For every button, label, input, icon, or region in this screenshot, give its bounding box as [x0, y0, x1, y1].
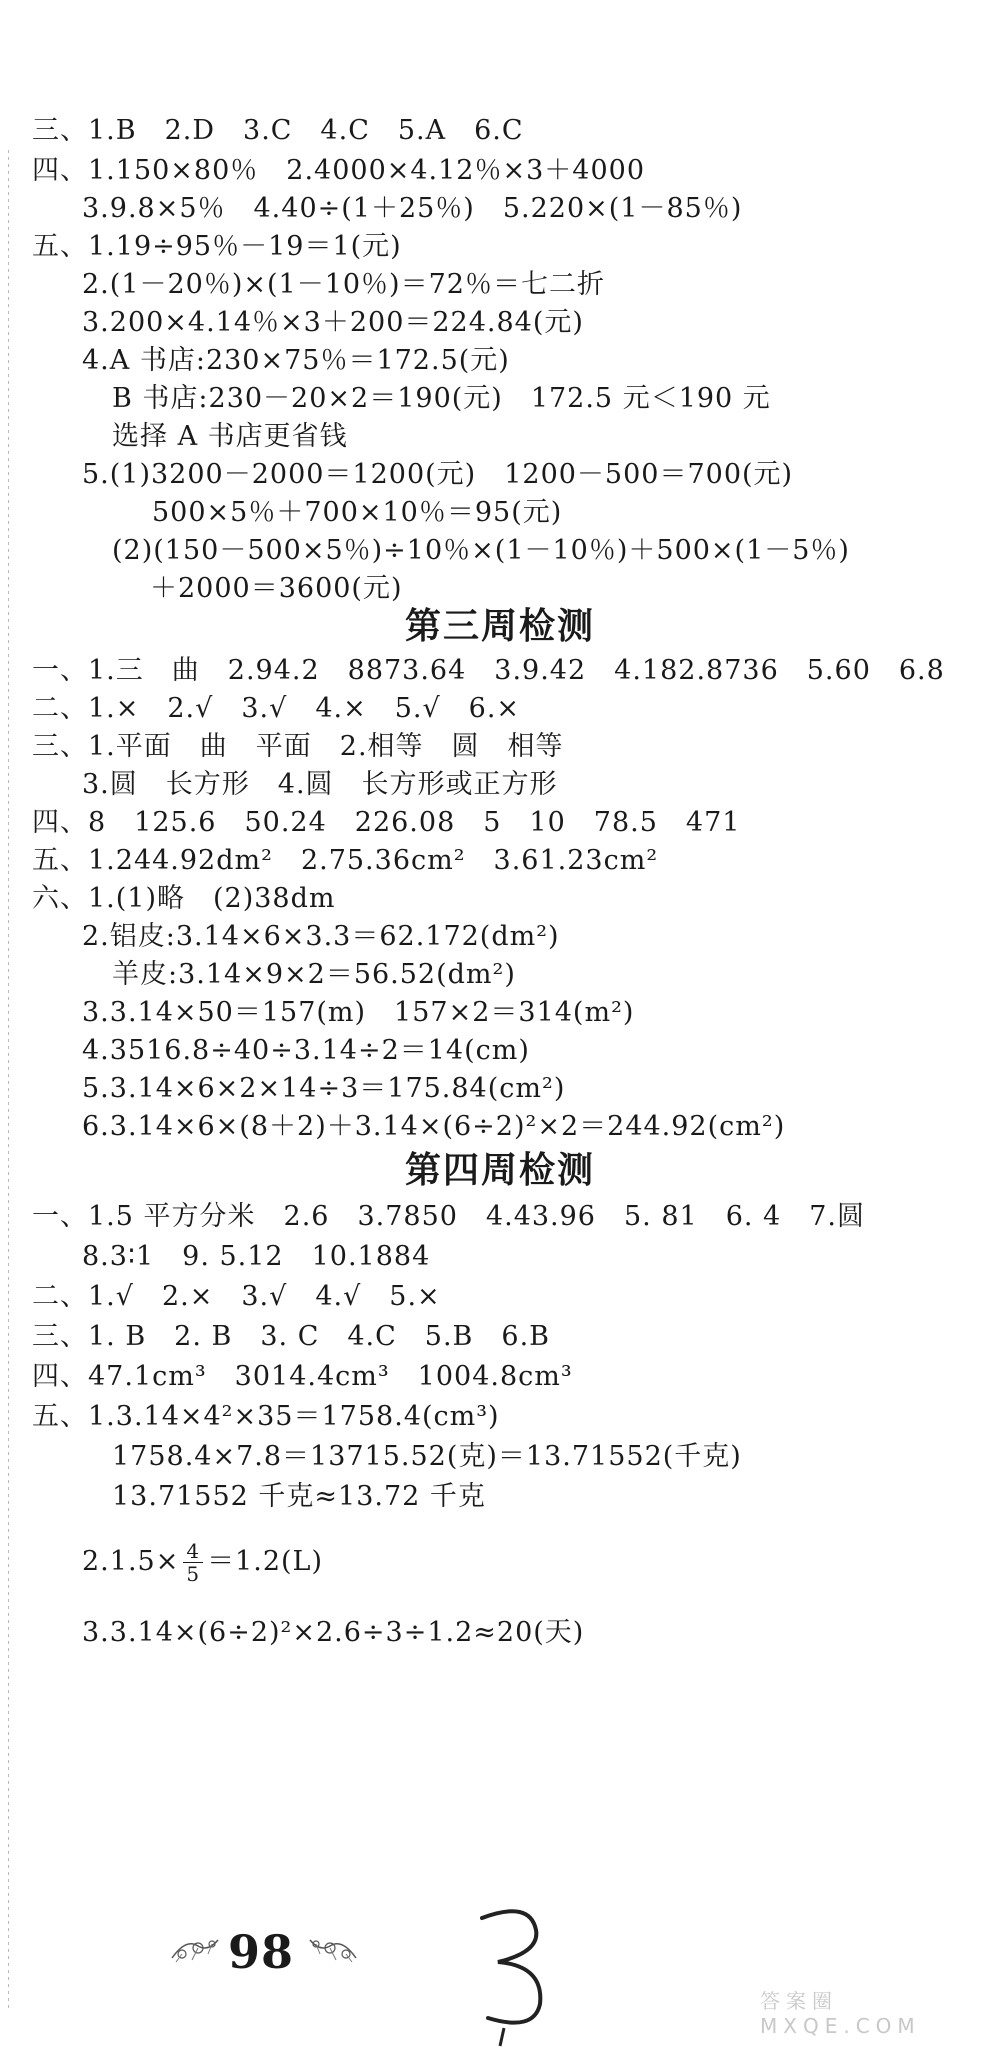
answer-line: 8.3∶1 9. 5.12 10.1884	[82, 1241, 431, 1272]
answer-line: 羊皮:3.14×9×2＝56.52(dm²)	[112, 959, 516, 990]
answer-line: 四、47.1cm³ 3014.4cm³ 1004.8cm³	[32, 1361, 573, 1392]
answer-line: 3.9.8×5％ 4.40÷(1＋25％) 5.220×(1－85％)	[82, 193, 743, 224]
answer-line: ＋2000＝3600(元)	[150, 573, 403, 604]
answer-line: 3.3.14×50＝157(m) 157×2＝314(m²)	[82, 997, 635, 1028]
answer-line: 3.200×4.14％×3＋200＝224.84(元)	[82, 307, 584, 338]
answer-line: 五、1.244.92dm² 2.75.36cm² 3.61.23cm²	[32, 845, 659, 876]
answer-line: (2)(150－500×5％)÷10％×(1－10％)＋500×(1－5％)	[112, 535, 850, 566]
answer-line: 3.圆 长方形 4.圆 长方形或正方形	[82, 769, 558, 800]
answer-line: 2.(1－20％)×(1－10％)＝72％＝七二折	[82, 269, 605, 300]
watermark: 答案圈 MXQE.COM	[760, 1989, 921, 2038]
answer-line-fraction	[82, 1540, 323, 1585]
answer-line: 4.3516.8÷40÷3.14÷2＝14(cm)	[82, 1035, 530, 1066]
answer-line: 三、1.平面 曲 平面 2.相等 圆 相等	[32, 731, 564, 762]
answer-line: 一、1.三 曲 2.94.2 8873.64 3.9.42 4.182.8736 5.60 6.8	[32, 655, 945, 686]
answer-line: 二、1.× 2.√ 3.√ 4.× 5.√ 6.×	[32, 693, 521, 724]
answer-line: 500×5％＋700×10％＝95(元)	[152, 497, 563, 528]
flower-ornament-icon	[306, 1932, 360, 1972]
answer-line: 二、1.√ 2.× 3.√ 4.√ 5.×	[32, 1281, 441, 1312]
answer-line: 选择 A 书店更省钱	[112, 421, 348, 452]
fraction-prefix: 2.1.5×	[82, 1546, 180, 1577]
answer-line: 13.71552 千克≈13.72 千克	[112, 1481, 486, 1512]
answer-line: 2.铝皮:3.14×6×3.3＝62.172(dm²)	[82, 921, 560, 952]
fraction	[183, 1540, 203, 1585]
answer-line: 5.3.14×6×2×14÷3＝175.84(cm²)	[82, 1073, 566, 1104]
answer-line: 五、1.3.14×4²×35＝1758.4(cm³)	[32, 1401, 500, 1432]
answer-line: 三、1.B 2.D 3.C 4.C 5.A 6.C	[32, 115, 524, 146]
section-title-week-3: 第三周检测	[404, 606, 595, 647]
page-number: 98	[228, 1925, 295, 1979]
answer-line: 1758.4×7.8＝13715.52(克)＝13.71552(千克)	[112, 1441, 742, 1472]
answer-line: 一、1.5 平方分米 2.6 3.7850 4.43.96 5. 81 6. 4 7.圆	[32, 1201, 865, 1232]
section-title-week-4: 第四周检测	[404, 1150, 595, 1191]
answer-line: B 书店:230－20×2＝190(元) 172.5 元＜190 元	[112, 383, 771, 414]
fraction-numerator: 4	[183, 1540, 203, 1563]
answer-line: 5.(1)3200－2000＝1200(元) 1200－500＝700(元)	[82, 459, 794, 490]
margin-line	[8, 150, 9, 2010]
answer-line: 五、1.19÷95％－19＝1(元)	[32, 231, 402, 262]
answer-line: 四、8 125.6 50.24 226.08 5 10 78.5 471	[32, 807, 741, 838]
flower-ornament-icon	[168, 1932, 222, 1972]
answer-line: 四、1.150×80％ 2.4000×4.12％×3＋4000	[32, 155, 646, 186]
answer-line: 六、1.(1)略 (2)38dm	[32, 883, 336, 914]
answer-line: 4.A 书店:230×75％＝172.5(元)	[82, 345, 510, 376]
fraction-suffix: ＝1.2(L)	[207, 1546, 323, 1577]
answer-line: 3.3.14×(6÷2)²×2.6÷3÷1.2≈20(天)	[82, 1617, 585, 1648]
answer-line: 6.3.14×6×(8＋2)＋3.14×(6÷2)²×2＝244.92(cm²)	[82, 1111, 786, 1142]
answer-line: 三、1. B 2. B 3. C 4.C 5.B 6.B	[32, 1321, 550, 1352]
handwritten-mark-icon	[470, 1900, 560, 2054]
fraction-denominator: 5	[186, 1562, 201, 1586]
